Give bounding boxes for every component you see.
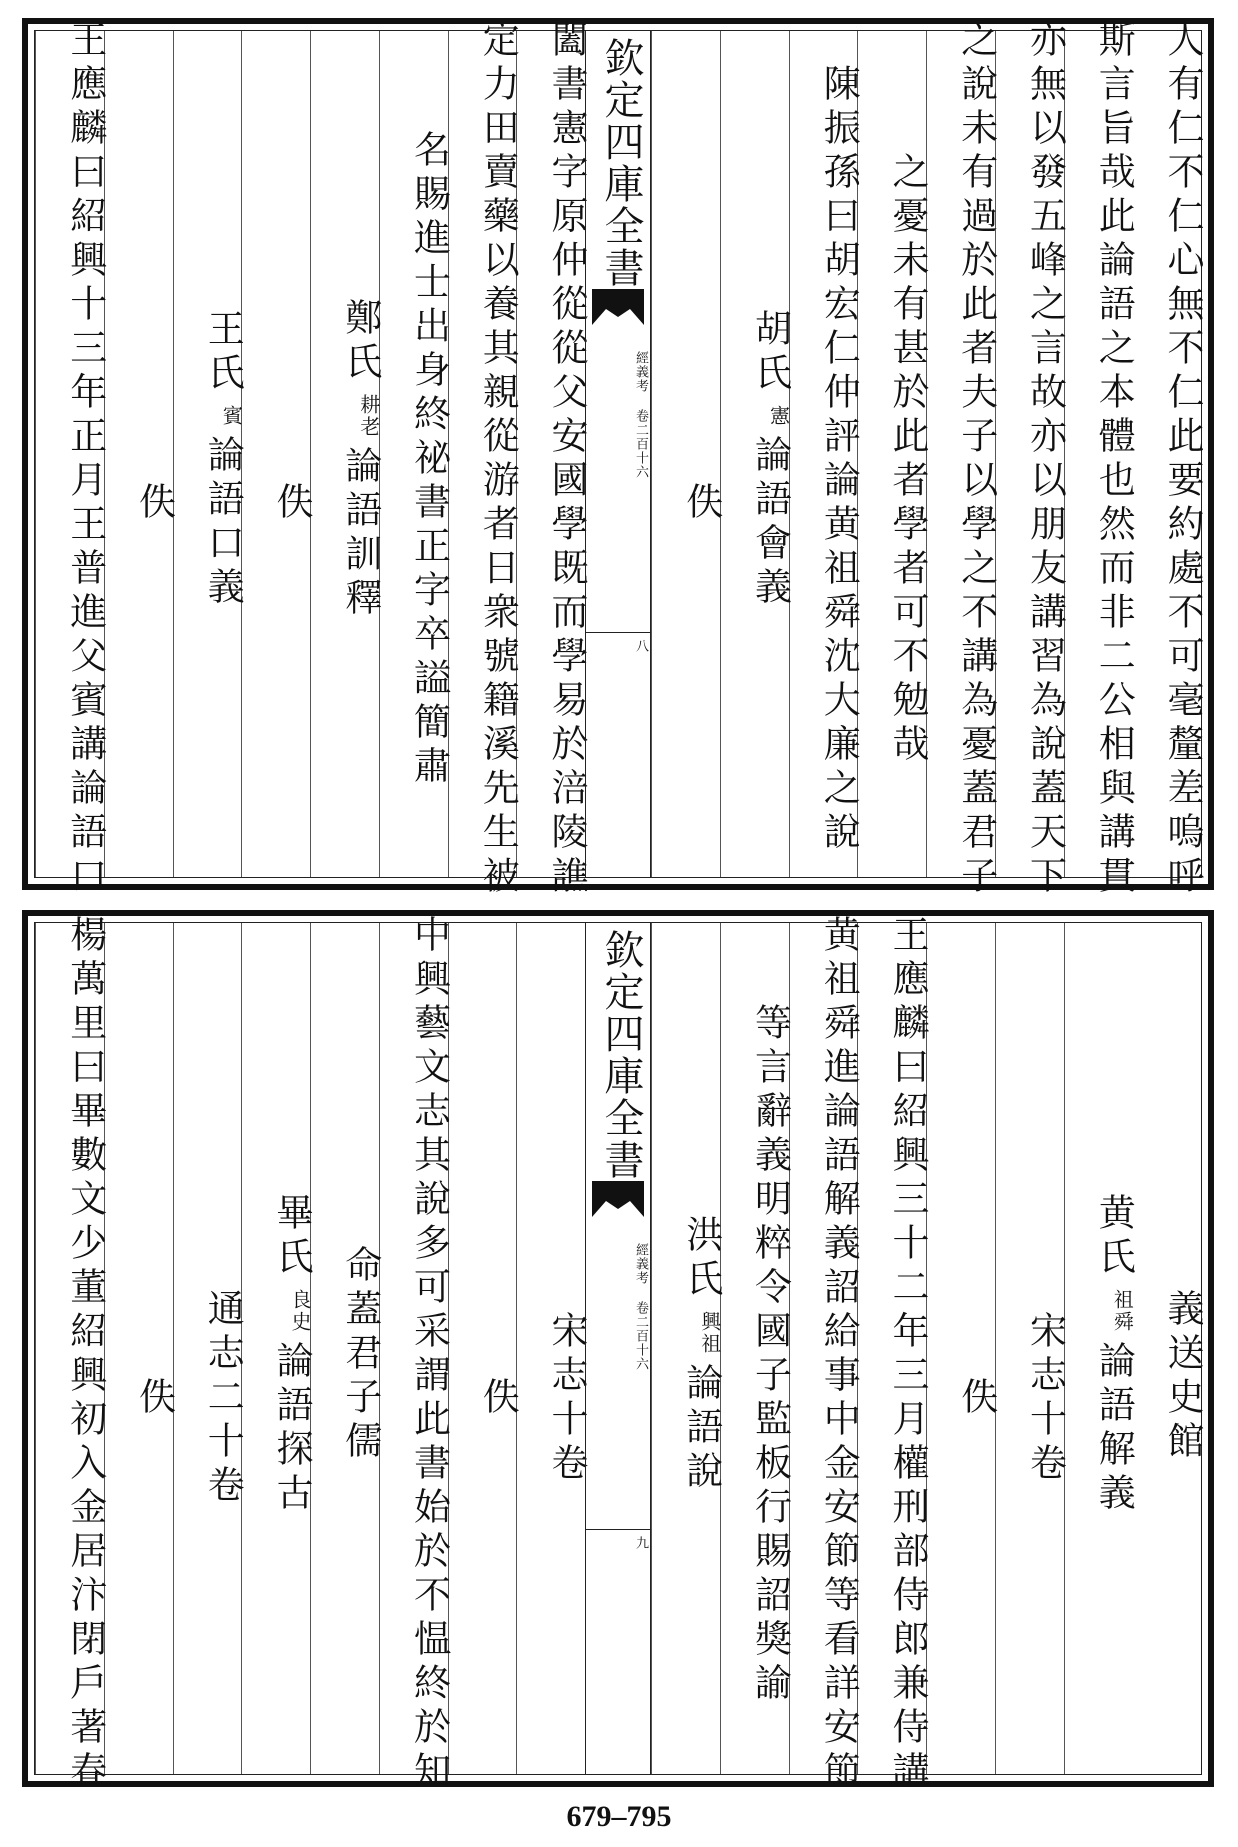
main-text: 王氏 [201, 309, 245, 397]
main-text: 等言辭義明粹令國子監板行賜詔獎諭 [748, 1002, 792, 1707]
column-text [1065, 20, 1136, 900]
column-text [380, 914, 451, 1795]
text-column [310, 923, 382, 1774]
interlinear-note: 祖舜 [1110, 1288, 1135, 1333]
main-text: 佚 [132, 1376, 176, 1421]
text-column [1132, 923, 1204, 1774]
interlinear-note: 良史 [288, 1288, 312, 1333]
fishtail-ornament-icon [590, 287, 646, 327]
main-text: 命蓋君子儒 [338, 1244, 382, 1465]
interlinear-note: 憲 [766, 405, 791, 427]
column-text [790, 914, 861, 1795]
main-text: 陳振孫曰胡宏仁仲評論黄祖舜沈大廉之說 [817, 64, 861, 856]
text-column [857, 31, 929, 877]
column-text [927, 945, 998, 1764]
main-text: 黄氏 [1092, 1192, 1136, 1281]
main-text: 義送史館 [1161, 1288, 1204, 1465]
text-column [1132, 20, 1204, 900]
bottom-page [22, 910, 1214, 1795]
text-column [379, 31, 451, 877]
column-text [652, 945, 723, 1764]
text-column [241, 923, 313, 1774]
main-text: 胡氏 [748, 309, 792, 397]
text-column [241, 31, 313, 877]
book-title: 論語會義 [748, 435, 792, 611]
text-column [173, 31, 245, 877]
book-title: 論語口義 [201, 435, 245, 611]
volume-label: 經義考 卷二百十六 [633, 1243, 648, 1371]
text-column [104, 923, 176, 1774]
column-text [790, 53, 861, 867]
column-text [1065, 945, 1136, 1764]
main-text: 鄭氏 [338, 298, 382, 386]
fold-rule [586, 1529, 650, 1530]
column-text [380, 53, 451, 867]
volume-label: 經義考 卷二百十六 [633, 351, 648, 479]
column-text [1132, 945, 1204, 1764]
column-text [721, 53, 792, 867]
main-text: 佚 [270, 482, 313, 526]
column-text [105, 53, 176, 867]
main-text: 中興藝文志其說多可采謂此書始於不愠終於知 [407, 914, 451, 1795]
text-column [448, 20, 520, 900]
main-text: 定力田賣藥以養其親從游者日衆號籍溪先生被 [476, 20, 520, 900]
column-text [1132, 20, 1204, 900]
text-column [516, 20, 588, 900]
text-column [651, 923, 723, 1774]
column-text [996, 20, 1067, 900]
text-column [104, 31, 176, 877]
text-column [789, 914, 861, 1795]
column-text [242, 53, 313, 867]
main-text: 亦無以發五峰之言故亦以朋友講習為說蓋天下 [1023, 20, 1067, 900]
column-text [652, 53, 723, 867]
main-text: 佚 [954, 1376, 998, 1421]
main-text: 畢氏 [270, 1192, 313, 1281]
column-text [858, 53, 929, 867]
column-text [311, 53, 382, 867]
fishtail-ornament-icon [590, 1179, 646, 1219]
column-text [174, 945, 245, 1764]
column-text [517, 20, 588, 900]
column-text [996, 945, 1067, 1764]
interlinear-note: 興祖 [697, 1310, 722, 1355]
page-number: 679–795 [566, 1800, 672, 1833]
text-column [448, 923, 520, 1774]
center-fold [585, 923, 651, 1774]
main-text: 佚 [476, 1376, 520, 1421]
bottom-page-frame [34, 914, 1204, 1795]
interlinear-note: 賓 [219, 405, 244, 427]
column-text [927, 20, 998, 900]
text-column [173, 923, 245, 1774]
column-text [311, 945, 382, 1764]
column-text [242, 945, 313, 1764]
text-column [1064, 923, 1136, 1774]
book-title: 論語探古 [270, 1340, 313, 1517]
column-text [36, 20, 107, 900]
text-column [926, 923, 998, 1774]
column-text [721, 945, 792, 1764]
main-text: 宋志十卷 [1023, 1310, 1067, 1487]
text-column [995, 20, 1067, 900]
column-text [174, 53, 245, 867]
book-title: 論語解義 [1092, 1340, 1136, 1517]
text-column [516, 923, 588, 1774]
main-text: 宋志十卷 [545, 1310, 588, 1487]
book-title: 論語說 [679, 1362, 723, 1495]
main-text: 楊萬里曰畢數文少董紹興初入金居汴閉戶著春 [63, 914, 107, 1795]
fold-rule [586, 632, 650, 633]
center-fold [585, 31, 651, 877]
main-text: 之憂未有甚於此者學者可不勉哉 [886, 152, 929, 768]
main-text: 佚 [132, 482, 176, 526]
fold-title: 欽定四庫全書 [598, 929, 644, 1181]
book-title: 論語訓釋 [338, 446, 382, 622]
main-text: 闔書憲字原仲從從父安國學既而學易於涪陵譙 [545, 20, 588, 900]
main-text: 人有仁不仁心無不仁此要約處不可毫釐差嗚呼 [1161, 20, 1204, 900]
text-column [926, 20, 998, 900]
text-column [720, 31, 792, 877]
column-text [449, 20, 520, 900]
main-text: 王應麟曰紹興三十二年三月權刑部侍郎兼侍講 [886, 914, 929, 1795]
main-text: 通志二十卷 [201, 1288, 245, 1509]
text-column [651, 31, 723, 877]
text-column [857, 914, 929, 1795]
leaf-number: 八 [633, 639, 648, 652]
text-column [720, 923, 792, 1774]
text-column [789, 31, 861, 877]
text-column [310, 31, 382, 877]
column-text [517, 945, 588, 1764]
column-text [105, 945, 176, 1764]
interlinear-note: 耕老 [356, 394, 381, 438]
text-column [35, 914, 107, 1795]
leaf-number: 九 [633, 1536, 648, 1549]
main-text: 黄祖舜進論語解義詔給事中金安節等看詳安節 [817, 914, 861, 1795]
text-column [1064, 20, 1136, 900]
main-text: 洪氏 [679, 1214, 723, 1303]
main-text: 名賜進士出身終祕書正字卒謚簡肅 [407, 130, 451, 790]
main-text: 佚 [679, 482, 723, 526]
main-text: 之說未有過於此者夫子以學之不講為憂蓋君子 [954, 20, 998, 900]
fold-title: 欽定四庫全書 [598, 37, 644, 289]
top-page [22, 18, 1214, 900]
text-column [379, 914, 451, 1795]
column-text [36, 914, 107, 1795]
column-text [858, 914, 929, 1795]
main-text: 斯言旨哉此論語之本體也然而非二公相與講貫 [1092, 20, 1136, 900]
top-page-frame [34, 20, 1204, 900]
text-column [995, 923, 1067, 1774]
main-text: 王應麟曰紹興十三年正月王普進父賓講論語口 [63, 20, 107, 900]
text-column [35, 20, 107, 900]
column-text [449, 945, 520, 1764]
